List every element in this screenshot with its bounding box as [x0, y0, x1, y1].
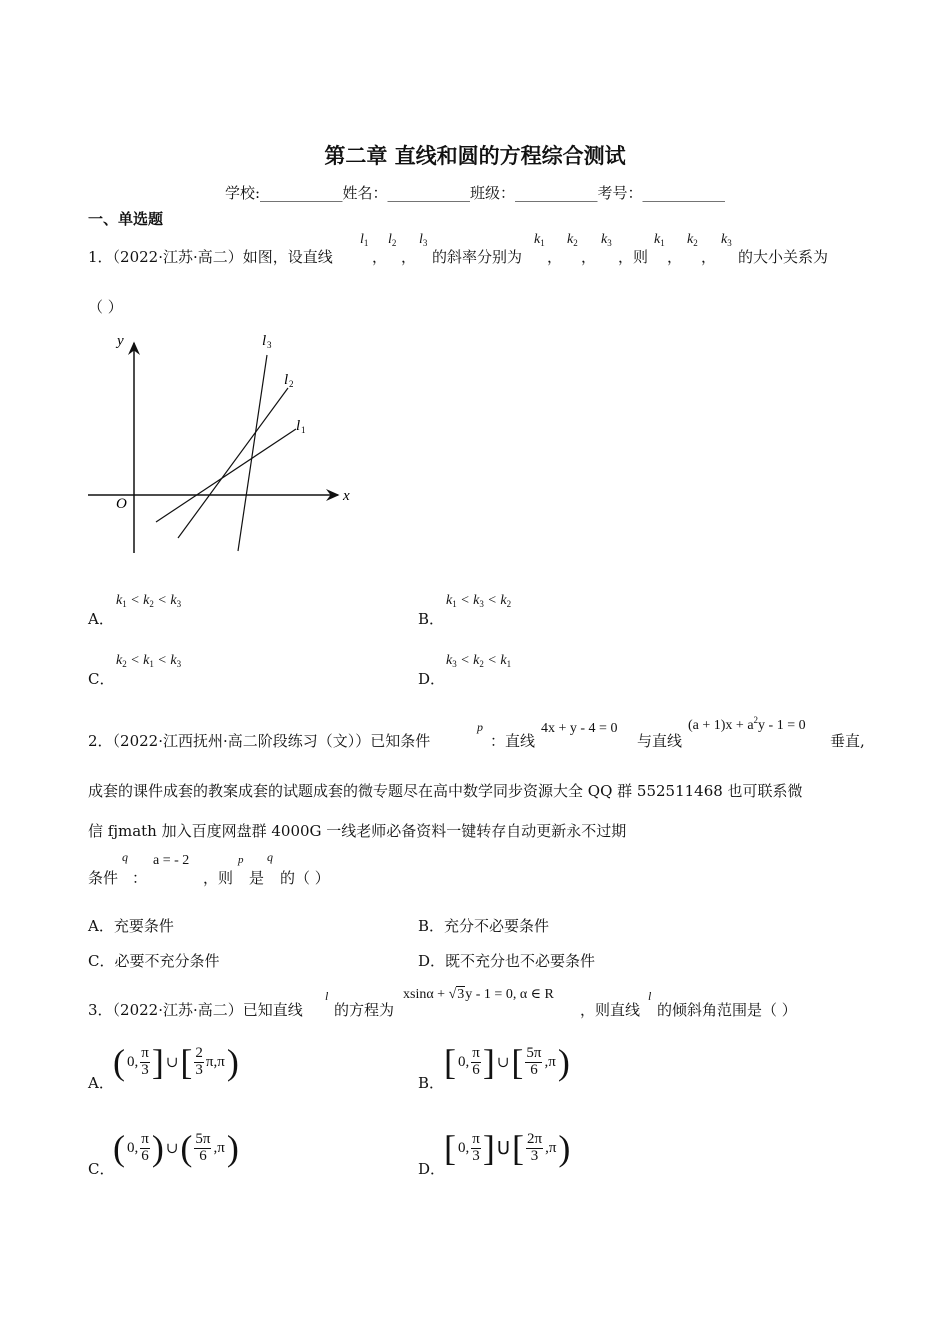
- q3-l-symbol: l: [325, 989, 329, 1003]
- q3-option-c[interactable]: C．: [88, 1160, 115, 1178]
- q2-is: 是: [249, 869, 265, 887]
- q1-l3: l: [419, 232, 423, 247]
- q2-text2: ：直线: [490, 732, 536, 750]
- x-axis-label: x: [343, 488, 350, 504]
- q3-text1: 已知直线: [242, 1001, 303, 1019]
- q1-l1: l: [360, 232, 364, 247]
- q2-p-symbol-b: p: [238, 854, 244, 866]
- q1-l2-sub: 2: [391, 238, 397, 248]
- q3-c-den1: 6: [141, 1147, 149, 1164]
- q3-a-den1: 3: [141, 1061, 149, 1078]
- l2-label: l: [284, 372, 289, 388]
- q3-d-zero: 0,: [458, 1139, 470, 1156]
- l3-label-sub: 3: [267, 340, 272, 350]
- q1-comma-5: ，: [667, 248, 683, 266]
- q3-a-union: ∪: [165, 1054, 179, 1071]
- q1-figure: [80, 325, 370, 565]
- q3-option-d-math: [ 0, $\frac{\pi}{3}$ ] U [ $\frac{2\pi}{3}$ ,π ): [444, 1128, 571, 1168]
- q2-answer-blank: 的（ ）: [280, 869, 330, 887]
- q3-option-b-math: [ 0, $\frac{\pi}{6}$ ] ∪ [ $\frac{5\pi}{6}$ ,π ): [444, 1042, 570, 1082]
- l3-label: l: [262, 333, 267, 349]
- q2-stem-1: [88, 730, 430, 751]
- q1-text2: 的斜率分别为: [432, 248, 523, 266]
- q1-l3-sub: 3: [422, 238, 428, 248]
- q1-k2-sym-b: $k_2$: [687, 232, 698, 248]
- q2-text4: 垂直,: [830, 732, 865, 750]
- q3-text3: ，则直线: [580, 1001, 641, 1019]
- l1-label-sub: 1: [301, 425, 306, 435]
- q3-c-num1: π: [141, 1130, 149, 1147]
- q3-c-num2: 5π: [195, 1130, 211, 1147]
- q1-option-d-label: D．: [418, 670, 446, 688]
- q3-c-den2: 6: [199, 1147, 207, 1164]
- line-l3: [238, 355, 267, 551]
- q3-a-tail: π,π: [205, 1053, 225, 1070]
- q3-l-symbol-b: l: [648, 989, 652, 1003]
- q3-text2: 的方程为: [334, 1001, 395, 1019]
- l2-label-sub: 2: [289, 379, 294, 389]
- q2-q-symbol: q: [122, 850, 128, 864]
- q2-text1: 已知条件: [370, 732, 431, 750]
- q3-d-tail: ,π: [545, 1139, 557, 1156]
- l1-label: l: [296, 418, 301, 434]
- q3-a-num1: π: [141, 1044, 149, 1061]
- q1-l2: l: [388, 232, 392, 247]
- q3-stem: [88, 999, 303, 1020]
- q1-k1-sym-b: $k_1$: [654, 232, 665, 248]
- q1-option-b[interactable]: [418, 608, 444, 629]
- q2-a-equation: a = - 2: [153, 853, 190, 868]
- q3-option-c-math: ( 0, $\frac{\pi}{6}$ ) ∪ ( $\frac{5\pi}{6}$ ,π ): [113, 1128, 239, 1168]
- q2-option-a[interactable]: A．充要条件: [88, 917, 174, 935]
- q3-b-tail: ,π: [544, 1053, 556, 1070]
- page-title: 第二章 直线和圆的方程综合测试: [324, 144, 626, 168]
- q2-line1-equation: 4x + y - 4 = 0: [541, 721, 618, 736]
- q3-d-num1: π: [472, 1130, 480, 1147]
- q2-colon: ：: [132, 869, 148, 887]
- q3-eq-b: y - 1 = 0, α ∈ R: [465, 987, 554, 1002]
- q1-answer-blank: （ ）: [88, 298, 123, 316]
- q2-eq2-b: y - 1 = 0: [758, 718, 806, 733]
- q3-d-den1: 3: [472, 1147, 480, 1164]
- q3-b-union: ∪: [496, 1054, 510, 1071]
- q1-k3-sym: $k_3$: [601, 232, 612, 248]
- q2-text5: ，则: [203, 869, 234, 887]
- q1-option-d-math: $k_3 < k_2 < k_1$: [446, 653, 512, 669]
- q1-option-d[interactable]: [418, 668, 445, 689]
- q1-comma-3: ，: [547, 248, 563, 266]
- q2-source: （2022·江西抚州·高二阶段练习（文））: [112, 732, 371, 750]
- q3-c-zero: 0,: [127, 1139, 139, 1156]
- q1-text4: 的大小关系为: [738, 248, 829, 266]
- student-info-line: 学校:___________姓名：___________班级：___________考号：___________: [224, 184, 726, 202]
- q1-comma-2: ，: [401, 248, 417, 266]
- q2-ad-line-1: 成套的课件成套的教案成套的试题成套的微专题尽在高中数学同步资源大全 QQ 群 552511468 也可联系微: [88, 782, 803, 800]
- q1-k2-sym: $k_2$: [567, 232, 578, 248]
- q1-k1-sym: $k_1$: [534, 232, 545, 248]
- q1-option-b-math: $k_1 < k_3 < k_2$: [446, 593, 512, 609]
- q1-option-c-label: C．: [88, 670, 115, 688]
- q3-option-a-math: ( 0, $\frac{\pi}{3}$ ] ∪ [ $\frac{2}{3}$ π,π ): [113, 1042, 239, 1082]
- q3-eq-sqrt: 3: [457, 987, 465, 1002]
- q3-option-b[interactable]: B．: [418, 1074, 445, 1092]
- q1-lines-symbols: [360, 232, 368, 248]
- y-axis-label: y: [117, 333, 124, 349]
- q2-ad-line-2: 信 fjmath 加入百度网盘群 4000G 一线老师必备资料一键转存自动更新永不过期: [88, 822, 627, 840]
- line-l2: [178, 388, 288, 538]
- q1-option-b-label: B．: [418, 610, 445, 628]
- q3-d-union: U: [496, 1137, 511, 1159]
- q2-eq2-a: (a + 1)x + a: [688, 718, 754, 733]
- q1-comma-6: ，: [701, 248, 717, 266]
- q3-a-num2: 2: [195, 1044, 203, 1061]
- q3-b-den1: 6: [472, 1061, 480, 1078]
- q2-text3: 与直线: [637, 732, 683, 750]
- q3-equation: xsinα + √3y - 1 = 0, α ∈ R: [403, 987, 554, 1002]
- q3-option-a[interactable]: A．: [88, 1074, 114, 1092]
- q1-number: 1．: [88, 248, 113, 266]
- q3-answer-blank: 的倾斜角范围是（ ）: [657, 1001, 797, 1019]
- q1-text3: ，则: [618, 248, 649, 266]
- q2-q-symbol-b: q: [267, 850, 273, 864]
- line-l1: [156, 429, 296, 522]
- q2-p-symbol: p: [477, 720, 483, 734]
- q3-a-zero: 0,: [127, 1053, 139, 1070]
- q3-d-num2: 2π: [527, 1130, 543, 1147]
- q1-text1: 如图，设直线: [242, 248, 333, 266]
- q2-eq2-sup: 2: [753, 715, 759, 725]
- q1-option-a-label: A．: [88, 610, 114, 628]
- section-heading: 一、单选题: [88, 210, 164, 228]
- q2-option-d[interactable]: D．既不充分也不必要条件: [418, 952, 596, 970]
- q2-option-b[interactable]: B．充分不必要条件: [418, 917, 550, 935]
- q3-c-tail: ,π: [213, 1139, 225, 1156]
- q3-option-d[interactable]: D．: [418, 1160, 446, 1178]
- q3-b-zero: 0,: [458, 1053, 470, 1070]
- q1-stem: [88, 246, 333, 267]
- q3-a-den2: 3: [195, 1061, 203, 1078]
- origin-label: O: [116, 496, 127, 512]
- q1-comma-1: ，: [372, 248, 388, 266]
- q1-k3-sym-b: $k_3$: [721, 232, 732, 248]
- q3-b-num2: 5π: [526, 1044, 542, 1061]
- q3-d-den2: 3: [530, 1147, 539, 1164]
- q3-eq-a: xsinα +: [403, 987, 449, 1002]
- q2-option-c[interactable]: C．必要不充分条件: [88, 952, 220, 970]
- q1-option-a[interactable]: [88, 608, 114, 629]
- q3-b-den2: 6: [530, 1061, 538, 1078]
- q1-source: （2022·江苏·高二）: [112, 248, 243, 266]
- q1-option-c[interactable]: [88, 668, 114, 689]
- q1-option-a-math: $k_1 < k_2 < k_3$: [116, 593, 182, 609]
- q2-condition-label: 条件: [88, 869, 119, 887]
- q1-l2-sym: [388, 232, 396, 248]
- q1-comma-4: ，: [581, 248, 597, 266]
- q2-number: 2．: [88, 732, 113, 750]
- q1-option-c-math: $k_2 < k_1 < k_3$: [116, 653, 182, 669]
- q3-source: （2022·江苏·高二）: [112, 1001, 243, 1019]
- q1-l3-sym: [419, 232, 427, 248]
- q2-line2-equation: [688, 715, 806, 734]
- q3-number: 3．: [88, 1001, 113, 1019]
- q3-c-union: ∪: [165, 1140, 179, 1157]
- q3-b-num1: π: [472, 1044, 480, 1061]
- q1-l1-sub: 1: [363, 238, 369, 248]
